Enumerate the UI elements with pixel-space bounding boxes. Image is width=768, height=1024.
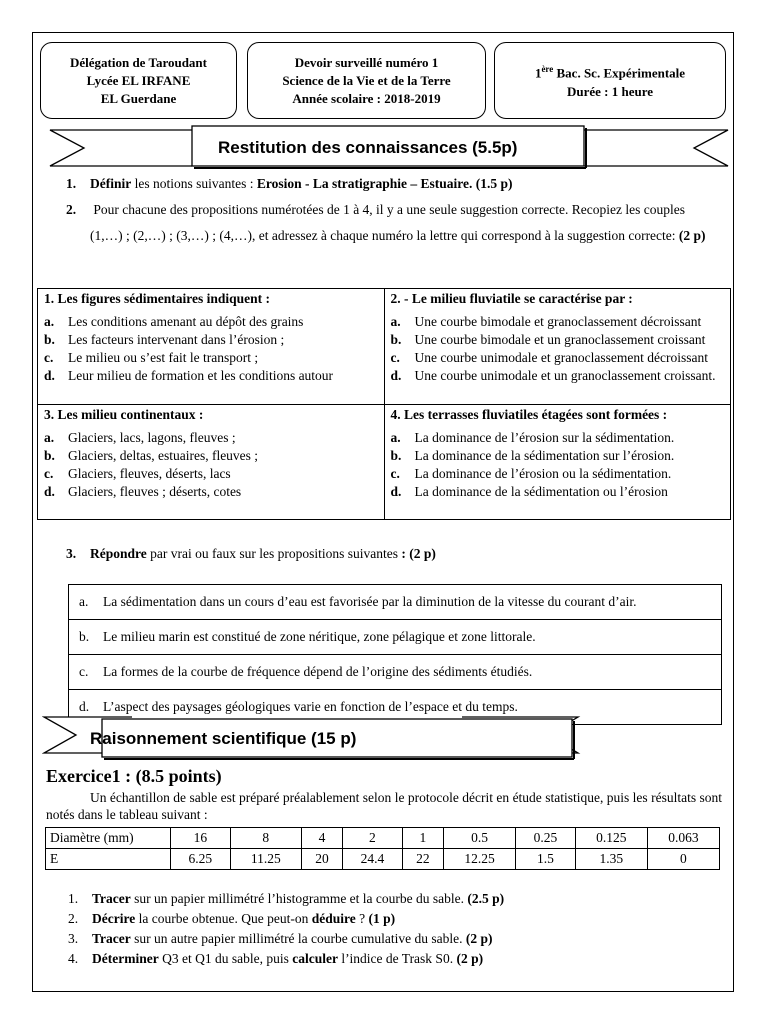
header-exam-title: Devoir surveillé numéro 1 bbox=[294, 54, 439, 70]
header-duration: Durée : 1 heure bbox=[566, 83, 654, 99]
header-lycee: Lycée EL IRFANE bbox=[86, 72, 191, 88]
header-level: 1ère Bac. Sc. Expérimentale bbox=[534, 64, 686, 81]
header-delegation: Délégation de Taroudant bbox=[69, 54, 207, 70]
exercise-intro: Un échantillon de sable est préparé préalablement selon le protocole décrit en étude statistique, puis les résultats sont notés dans le tableau suivant : bbox=[46, 790, 722, 822]
question-1: 1. Définir les notions suivantes : Erosion - La stratigraphie – Estuaire. (1.5 p) bbox=[66, 176, 513, 191]
qcm-cell: 3. Les milieu continentaux : a. Glaciers, lacs, lagons, fleuves ; b. Glaciers, deltas, estuaires, fleuves ; c. Glaciers, fleuves, déserts, lacs d. Glaciers, fleuves ; déserts, cotes bbox=[38, 404, 385, 520]
header-year: Année scolaire : 2018-2019 bbox=[292, 90, 441, 106]
tf-row: d. L’aspect des paysages géologiques varie en fonction de l’espace et du temps. bbox=[69, 690, 722, 725]
qcm-cell: 4. Les terrasses fluviatiles étagées sont formées : a. La dominance de l’érosion sur la sédimentation. b. La dominance de la sédimentation sur l’érosion. c. La dominance de l’érosion ou la sédimentation. d. La dominance de la sédimentation ou l’érosion bbox=[384, 404, 731, 520]
task-item: 3. Tracer sur un autre papier millimétré la courbe cumulative du sable. (2 p) bbox=[68, 931, 493, 946]
qcm-cell: 1. Les figures sédimentaires indiquent : a. Les conditions amenant au dépôt des grains b. Les facteurs intervenant dans l’érosion ; c. Le milieu ou s’est fait le transport ; d. Leur milieu de formation et les conditions autour bbox=[38, 289, 385, 405]
exercise-tasks bbox=[68, 889, 504, 969]
header-level-box bbox=[494, 42, 726, 119]
task-item: 1. Tracer sur un papier millimétré l’histogramme et la courbe du sable. (2.5 p) bbox=[68, 891, 505, 906]
table-row: E 6.25 11.25 20 24.4 22 12.25 1.5 1.35 0 bbox=[46, 849, 720, 870]
header-school-box bbox=[40, 42, 237, 119]
task-item: 4. Déterminer Q3 et Q1 du sable, puis calculer l’indice de Trask S0. (2 p) bbox=[68, 951, 484, 966]
section-title-1: Restitution des connaissances (5.5p) bbox=[218, 138, 518, 157]
question-3: 3. Répondre par vrai ou faux sur les propositions suivantes : (2 p) bbox=[66, 546, 436, 561]
header-subject: Science de la Vie et de la Terre bbox=[282, 72, 451, 88]
true-false-table bbox=[68, 584, 722, 725]
tf-row: a. La sédimentation dans un cours d’eau est favorisée par la diminution de la vitesse du courant d’air. bbox=[69, 585, 722, 620]
tf-row: c. La formes de la courbe de fréquence dépend de l’origine des sédiments étudiés. bbox=[69, 655, 722, 690]
grain-size-table bbox=[45, 827, 720, 870]
qcm-cell: 2. - Le milieu fluviatile se caractérise par : a. Une courbe bimodale et granoclassement décroissant b. Une courbe bimodale et un granoclassement croissant c. Une courbe unimodale et granoclassement décroissant d. Une courbe unimodale et un granoclassement croissant. bbox=[384, 289, 731, 405]
table-row: Diamètre (mm) 16 8 4 2 1 0.5 0.25 0.125 0.063 bbox=[46, 828, 720, 849]
exercise-title: Exercice1 : (8.5 points) bbox=[46, 766, 222, 786]
tf-row: b. Le milieu marin est constitué de zone néritique, zone pélagique et zone littorale. bbox=[69, 620, 722, 655]
header-town: EL Guerdane bbox=[100, 90, 177, 106]
section-title-2: Raisonnement scientifique (15 p) bbox=[90, 729, 357, 748]
question-2: 2. Pour chacune des propositions numérotées de 1 à 4, il y a une seule suggestion correcte. Recopiez les couples (1,…) ; (2,…) ; (3,…) ; (4,…), et adressez à chaque numéro la lettre qui correspond à la suggestion correcte: (2 p) bbox=[66, 202, 706, 243]
task-item: 2. Décrire la courbe obtenue. Que peut-on déduire ? (1 p) bbox=[68, 911, 396, 926]
qcm-table bbox=[37, 288, 731, 520]
header-exam-box bbox=[247, 42, 486, 119]
